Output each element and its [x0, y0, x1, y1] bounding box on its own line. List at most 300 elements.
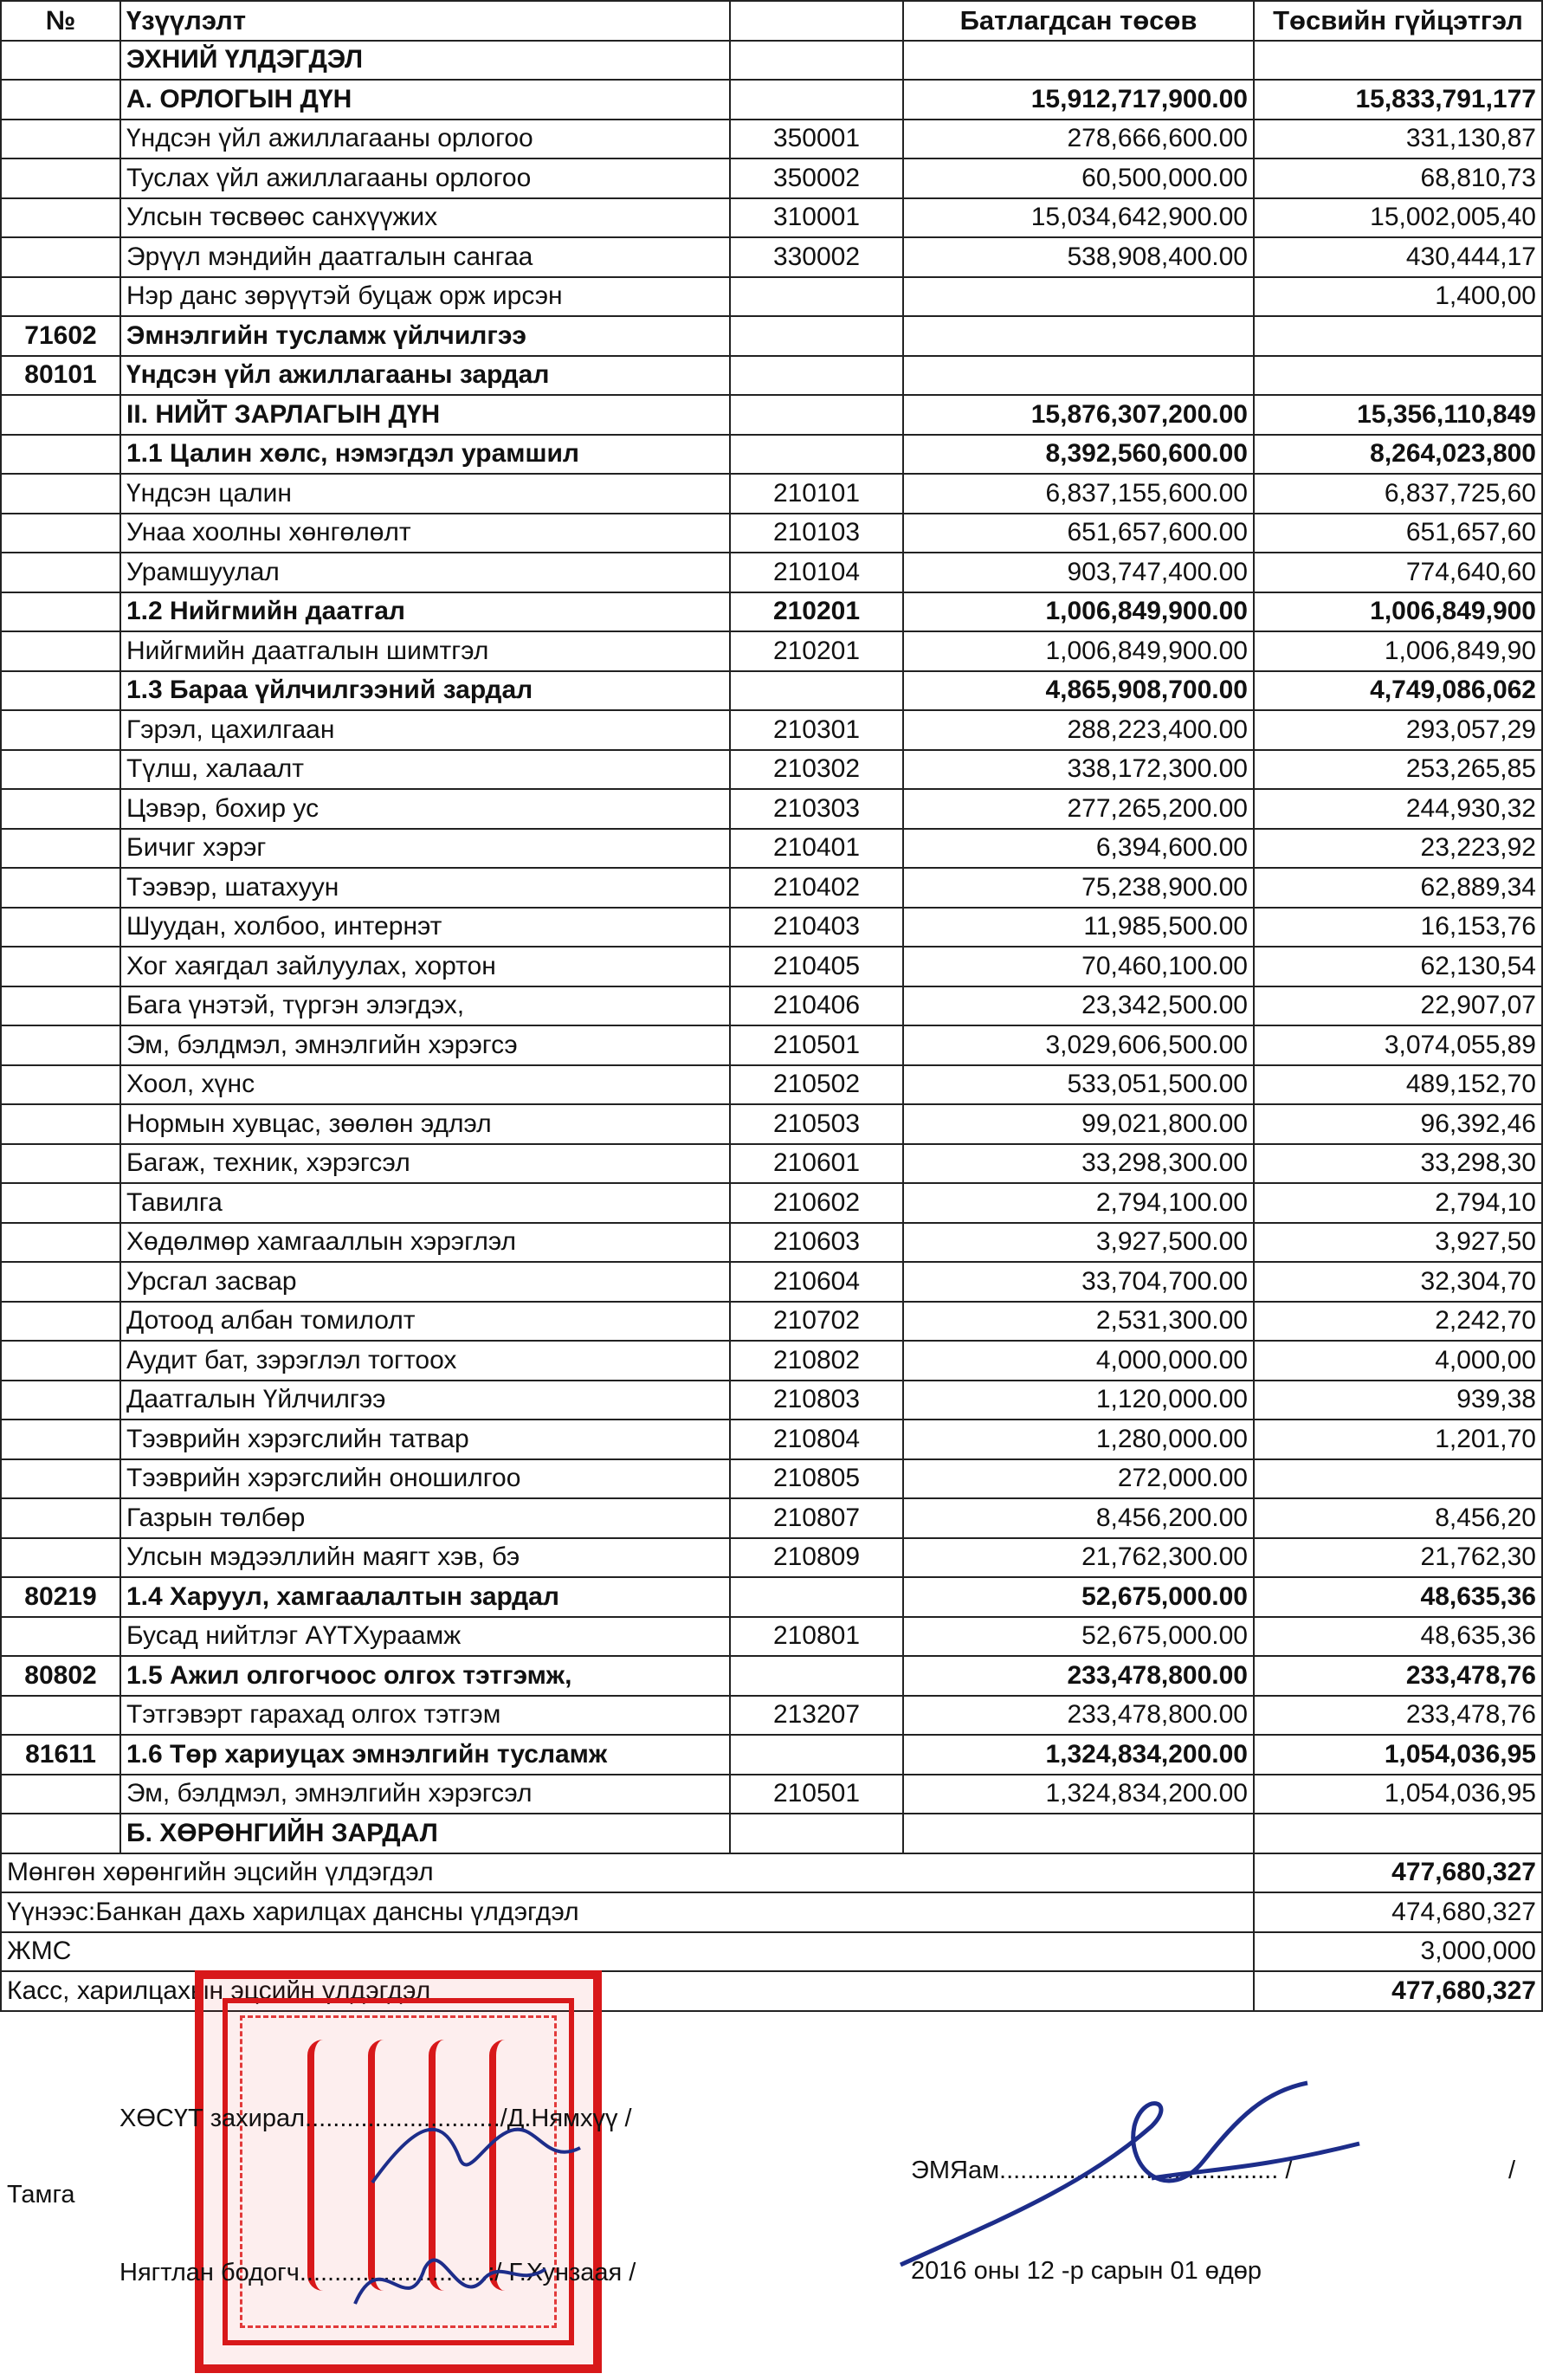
- row-number: [1, 868, 120, 908]
- row-planned-budget: 4,000,000.00: [903, 1341, 1254, 1381]
- table-row: [1, 1459, 1542, 1499]
- row-label: Урсгал засвар: [120, 1262, 730, 1302]
- balance-row: [1, 1892, 1542, 1932]
- row-budget-execution: 6,837,725,60: [1254, 474, 1542, 514]
- table-row: [1, 120, 1542, 159]
- row-label: Тэтгэвэрт гарахад олгох тэтгэм: [120, 1696, 730, 1736]
- row-code: 210502: [730, 1065, 903, 1105]
- row-code: 210201: [730, 592, 903, 632]
- row-planned-budget: 75,238,900.00: [903, 868, 1254, 908]
- table-row: [1, 198, 1542, 238]
- row-planned-budget: 15,912,717,900.00: [903, 80, 1254, 120]
- table-row: [1, 1617, 1542, 1657]
- row-code: 210807: [730, 1498, 903, 1538]
- table-row: [1, 41, 1542, 81]
- table-row: [1, 1302, 1542, 1342]
- row-budget-execution: [1254, 1814, 1542, 1853]
- row-number: [1, 1341, 120, 1381]
- row-label: 1.6 Төр хариуцах эмнэлгийн тусламж: [120, 1735, 730, 1775]
- row-planned-budget: 15,034,642,900.00: [903, 198, 1254, 238]
- row-code: [730, 671, 903, 711]
- row-label: Эрүүл мэндийн даатгалын сангаа: [120, 237, 730, 277]
- row-label: Бичиг хэрэг: [120, 829, 730, 869]
- row-label: Үндсэн үйл ажиллагааны зардал: [120, 356, 730, 396]
- row-budget-execution: 62,889,34: [1254, 868, 1542, 908]
- row-label: Нормын хувцас, зөөлөн эдлэл: [120, 1104, 730, 1144]
- row-label: Бага үнэтэй, түргэн элэгдэх,: [120, 986, 730, 1026]
- row-budget-execution: 3,927,50: [1254, 1223, 1542, 1263]
- row-planned-budget: 6,394,600.00: [903, 829, 1254, 869]
- row-number: [1, 1223, 120, 1263]
- row-code: 210104: [730, 553, 903, 592]
- row-planned-budget: 2,794,100.00: [903, 1183, 1254, 1223]
- row-budget-execution: 774,640,60: [1254, 553, 1542, 592]
- row-budget-execution: 23,223,92: [1254, 829, 1542, 869]
- row-code: 310001: [730, 198, 903, 238]
- row-planned-budget: 2,531,300.00: [903, 1302, 1254, 1342]
- row-label: Улсын төсвөөс санхүүжих: [120, 198, 730, 238]
- row-budget-execution: 48,635,36: [1254, 1617, 1542, 1657]
- row-planned-budget: 33,298,300.00: [903, 1144, 1254, 1184]
- row-label: Үндсэн үйл ажиллагааны орлогоо: [120, 120, 730, 159]
- row-budget-execution: 16,153,76: [1254, 908, 1542, 947]
- table-row: [1, 908, 1542, 947]
- row-budget-execution: 3,074,055,89: [1254, 1025, 1542, 1065]
- seal-label: Тамга: [7, 2181, 75, 2209]
- row-number: 80219: [1, 1577, 120, 1617]
- row-planned-budget: [903, 316, 1254, 356]
- row-planned-budget: 903,747,400.00: [903, 553, 1254, 592]
- row-budget-execution: 1,006,849,900: [1254, 592, 1542, 632]
- row-budget-execution: 1,400,00: [1254, 277, 1542, 317]
- table-row: [1, 710, 1542, 750]
- table-row: [1, 158, 1542, 198]
- row-number: [1, 829, 120, 869]
- table-row: [1, 1025, 1542, 1065]
- row-planned-budget: 70,460,100.00: [903, 947, 1254, 986]
- row-planned-budget: 33,704,700.00: [903, 1262, 1254, 1302]
- accountant-signature-line: Нягтлан бодогч...........................:/ Г.Хунзаая /: [119, 2259, 636, 2286]
- row-planned-budget: 1,006,849,900.00: [903, 592, 1254, 632]
- row-code: 210405: [730, 947, 903, 986]
- balance-value: 477,680,327: [1254, 1971, 1542, 2011]
- row-label: Нэр данс зөрүүтэй буцаж орж ирсэн: [120, 277, 730, 317]
- row-planned-budget: 11,985,500.00: [903, 908, 1254, 947]
- balance-row: [1, 1853, 1542, 1893]
- row-planned-budget: 1,324,834,200.00: [903, 1775, 1254, 1814]
- row-planned-budget: 6,837,155,600.00: [903, 474, 1254, 514]
- row-number: [1, 986, 120, 1026]
- row-code: [730, 41, 903, 81]
- row-label: Үндсэн цалин: [120, 474, 730, 514]
- row-code: 210702: [730, 1302, 903, 1342]
- row-label: Тээвэр, шатахуун: [120, 868, 730, 908]
- balance-value: 477,680,327: [1254, 1853, 1542, 1893]
- row-number: [1, 1381, 120, 1420]
- row-code: 210801: [730, 1617, 903, 1657]
- row-planned-budget: 15,876,307,200.00: [903, 395, 1254, 435]
- row-number: [1, 80, 120, 120]
- row-label: Улсын мэдээллийн маягт хэв, бэ: [120, 1538, 730, 1578]
- row-code: 210101: [730, 474, 903, 514]
- row-label: Хог хаягдал зайлуулах, хортон: [120, 947, 730, 986]
- row-number: [1, 671, 120, 711]
- row-budget-execution: 62,130,54: [1254, 947, 1542, 986]
- row-label: Аудит бат, зэрэглэл тогтоох: [120, 1341, 730, 1381]
- row-budget-execution: 96,392,46: [1254, 1104, 1542, 1144]
- row-budget-execution: 430,444,17: [1254, 237, 1542, 277]
- row-code: 210401: [730, 829, 903, 869]
- row-number: [1, 1104, 120, 1144]
- balance-row: [1, 1932, 1542, 1972]
- row-label: Тавилга: [120, 1183, 730, 1223]
- row-number: [1, 158, 120, 198]
- row-budget-execution: 331,130,87: [1254, 120, 1542, 159]
- row-planned-budget: 277,265,200.00: [903, 789, 1254, 829]
- row-budget-execution: 253,265,85: [1254, 750, 1542, 790]
- row-label: Даатгалын Үйлчилгээ: [120, 1381, 730, 1420]
- row-label: II. НИЙТ ЗАРЛАГЫН ДҮН: [120, 395, 730, 435]
- row-planned-budget: 233,478,800.00: [903, 1696, 1254, 1736]
- row-number: [1, 435, 120, 475]
- row-label: Цэвэр, бохир ус: [120, 789, 730, 829]
- row-budget-execution: 939,38: [1254, 1381, 1542, 1420]
- row-budget-execution: [1254, 356, 1542, 396]
- row-label: Тээврийн хэрэгслийн оношилгоо: [120, 1459, 730, 1499]
- economist-signature: [892, 2074, 1377, 2282]
- table-row: [1, 868, 1542, 908]
- balance-label: ЖМС: [1, 1932, 1254, 1972]
- row-planned-budget: 8,456,200.00: [903, 1498, 1254, 1538]
- table-row: [1, 237, 1542, 277]
- row-budget-execution: [1254, 316, 1542, 356]
- row-label: Урамшуулал: [120, 553, 730, 592]
- balance-value: 474,680,327: [1254, 1892, 1542, 1932]
- row-number: [1, 1498, 120, 1538]
- row-number: [1, 710, 120, 750]
- row-code: 210103: [730, 514, 903, 553]
- row-number: [1, 1262, 120, 1302]
- row-number: 81611: [1, 1735, 120, 1775]
- table-row: [1, 553, 1542, 592]
- row-budget-execution: 233,478,76: [1254, 1656, 1542, 1696]
- row-label: А. ОРЛОГЫН ДҮН: [120, 80, 730, 120]
- row-planned-budget: 288,223,400.00: [903, 710, 1254, 750]
- balance-label: Мөнгөн хөрөнгийн эцсийн үлдэгдэл: [1, 1853, 1254, 1893]
- row-number: [1, 1144, 120, 1184]
- row-planned-budget: 538,908,400.00: [903, 237, 1254, 277]
- row-label: 1.2 Нийгмийн даатгал: [120, 592, 730, 632]
- row-number: 80101: [1, 356, 120, 396]
- row-number: 71602: [1, 316, 120, 356]
- row-label: Эм, бэлдмэл, эмнэлгийн хэрэгсэл: [120, 1775, 730, 1814]
- row-number: [1, 120, 120, 159]
- row-planned-budget: 52,675,000.00: [903, 1617, 1254, 1657]
- table-row: [1, 1577, 1542, 1617]
- row-label: Тээврийн хэрэгслийн татвар: [120, 1420, 730, 1459]
- row-code: 350001: [730, 120, 903, 159]
- row-code: [730, 1814, 903, 1853]
- row-planned-budget: 338,172,300.00: [903, 750, 1254, 790]
- row-number: [1, 1420, 120, 1459]
- row-number: [1, 631, 120, 671]
- row-code: 210603: [730, 1223, 903, 1263]
- row-number: [1, 1814, 120, 1853]
- header-code: [730, 1, 903, 41]
- row-number: 80802: [1, 1656, 120, 1696]
- row-planned-budget: 1,280,000.00: [903, 1420, 1254, 1459]
- table-row: [1, 1538, 1542, 1578]
- row-label: 1.3 Бараа үйлчилгээний зардал: [120, 671, 730, 711]
- row-code: 210403: [730, 908, 903, 947]
- row-planned-budget: 21,762,300.00: [903, 1538, 1254, 1578]
- row-number: [1, 908, 120, 947]
- table-row: [1, 947, 1542, 986]
- row-label: Түлш, халаалт: [120, 750, 730, 790]
- row-budget-execution: 15,356,110,849: [1254, 395, 1542, 435]
- table-row: [1, 80, 1542, 120]
- row-label: Эм, бэлдмэл, эмнэлгийн хэрэгсэ: [120, 1025, 730, 1065]
- row-budget-execution: 233,478,76: [1254, 1696, 1542, 1736]
- row-code: 213207: [730, 1696, 903, 1736]
- row-number: [1, 553, 120, 592]
- row-code: 210803: [730, 1381, 903, 1420]
- row-label: Унаа хоолны хөнгөлөлт: [120, 514, 730, 553]
- row-budget-execution: 1,201,70: [1254, 1420, 1542, 1459]
- row-budget-execution: 1,054,036,95: [1254, 1775, 1542, 1814]
- row-budget-execution: 15,002,005,40: [1254, 198, 1542, 238]
- table-row: [1, 1814, 1542, 1853]
- table-row: [1, 829, 1542, 869]
- row-planned-budget: 3,029,606,500.00: [903, 1025, 1254, 1065]
- row-planned-budget: [903, 277, 1254, 317]
- row-planned-budget: 3,927,500.00: [903, 1223, 1254, 1263]
- row-planned-budget: [903, 356, 1254, 396]
- row-planned-budget: [903, 41, 1254, 81]
- row-budget-execution: 15,833,791,177: [1254, 80, 1542, 120]
- table-row: [1, 592, 1542, 632]
- row-planned-budget: 533,051,500.00: [903, 1065, 1254, 1105]
- row-budget-execution: 22,907,07: [1254, 986, 1542, 1026]
- row-code: 210805: [730, 1459, 903, 1499]
- row-budget-execution: 293,057,29: [1254, 710, 1542, 750]
- row-label: Нийгмийн даатгалын шимтгэл: [120, 631, 730, 671]
- row-budget-execution: 651,657,60: [1254, 514, 1542, 553]
- table-row: [1, 789, 1542, 829]
- row-code: 330002: [730, 237, 903, 277]
- table-row: [1, 1104, 1542, 1144]
- row-label: Шуудан, холбоо, интернэт: [120, 908, 730, 947]
- row-label: Хоол, хүнс: [120, 1065, 730, 1105]
- row-budget-execution: 68,810,73: [1254, 158, 1542, 198]
- row-budget-execution: [1254, 1459, 1542, 1499]
- table-row: [1, 1696, 1542, 1736]
- row-number: [1, 277, 120, 317]
- row-number: [1, 1617, 120, 1657]
- table-row: [1, 1420, 1542, 1459]
- table-row: [1, 395, 1542, 435]
- row-number: [1, 1302, 120, 1342]
- row-number: [1, 514, 120, 553]
- row-planned-budget: 651,657,600.00: [903, 514, 1254, 553]
- row-number: [1, 592, 120, 632]
- row-planned-budget: 4,865,908,700.00: [903, 671, 1254, 711]
- row-budget-execution: 4,000,00: [1254, 1341, 1542, 1381]
- row-number: [1, 947, 120, 986]
- row-label: 1.1 Цалин хөлс, нэмэгдэл урамшил: [120, 435, 730, 475]
- row-number: [1, 1183, 120, 1223]
- date-line: 2016 оны 12 -р сарын 01 өдөр: [911, 2257, 1262, 2285]
- row-code: [730, 80, 903, 120]
- economist-signature-line: ЭМЯам........................................ /: [911, 2157, 1293, 2184]
- row-planned-budget: 8,392,560,600.00: [903, 435, 1254, 475]
- table-row: [1, 1144, 1542, 1184]
- table-row: [1, 1341, 1542, 1381]
- table-row: [1, 1183, 1542, 1223]
- row-number: [1, 750, 120, 790]
- table-row: [1, 1735, 1542, 1775]
- row-budget-execution: 1,006,849,90: [1254, 631, 1542, 671]
- row-code: 210601: [730, 1144, 903, 1184]
- row-label: Багаж, техник, хэрэгсэл: [120, 1144, 730, 1184]
- row-number: [1, 41, 120, 81]
- row-code: [730, 277, 903, 317]
- row-planned-budget: 1,006,849,900.00: [903, 631, 1254, 671]
- row-number: [1, 1025, 120, 1065]
- row-planned-budget: 1,120,000.00: [903, 1381, 1254, 1420]
- row-code: [730, 1577, 903, 1617]
- row-number: [1, 1775, 120, 1814]
- row-number: [1, 1459, 120, 1499]
- table-row: [1, 1223, 1542, 1263]
- table-row: [1, 1381, 1542, 1420]
- row-label: Газрын төлбөр: [120, 1498, 730, 1538]
- row-label: Эмнэлгийн тусламж үйлчилгээ: [120, 316, 730, 356]
- row-number: [1, 1065, 120, 1105]
- row-budget-execution: 1,054,036,95: [1254, 1735, 1542, 1775]
- row-number: [1, 198, 120, 238]
- header-exec: Төсвийн гүйцэтгэл: [1254, 1, 1542, 41]
- header-name: Үзүүлэлт: [120, 1, 730, 41]
- row-code: [730, 356, 903, 396]
- row-budget-execution: 21,762,30: [1254, 1538, 1542, 1578]
- closing-slash: /: [1508, 2157, 1516, 2184]
- table-row: [1, 1065, 1542, 1105]
- header-plan: Батлагдсан төсөв: [903, 1, 1254, 41]
- table-row: [1, 1498, 1542, 1538]
- row-budget-execution: 48,635,36: [1254, 1577, 1542, 1617]
- row-budget-execution: 2,242,70: [1254, 1302, 1542, 1342]
- row-code: [730, 1656, 903, 1696]
- row-budget-execution: 8,456,20: [1254, 1498, 1542, 1538]
- row-label: Дотоод албан томилолт: [120, 1302, 730, 1342]
- row-budget-execution: 4,749,086,062: [1254, 671, 1542, 711]
- row-code: [730, 435, 903, 475]
- table-row: [1, 750, 1542, 790]
- row-budget-execution: [1254, 41, 1542, 81]
- row-planned-budget: 233,478,800.00: [903, 1656, 1254, 1696]
- row-code: [730, 1735, 903, 1775]
- row-code: 210503: [730, 1104, 903, 1144]
- row-label: Гэрэл, цахилгаан: [120, 710, 730, 750]
- row-code: 350002: [730, 158, 903, 198]
- director-signature-line: ХӨСҮТ захирал............................/Д.Нямхүү /: [119, 2105, 632, 2132]
- row-planned-budget: 23,342,500.00: [903, 986, 1254, 1026]
- table-row: [1, 986, 1542, 1026]
- row-code: 210602: [730, 1183, 903, 1223]
- row-number: [1, 395, 120, 435]
- row-planned-budget: 1,324,834,200.00: [903, 1735, 1254, 1775]
- row-planned-budget: 60,500,000.00: [903, 158, 1254, 198]
- table-row: [1, 1775, 1542, 1814]
- row-code: [730, 316, 903, 356]
- table-row: [1, 1656, 1542, 1696]
- table-row: [1, 514, 1542, 553]
- row-number: [1, 474, 120, 514]
- row-label: 1.5 Ажил олгогчоос олгох тэтгэмж,: [120, 1656, 730, 1696]
- row-code: 210302: [730, 750, 903, 790]
- row-number: [1, 789, 120, 829]
- row-label: ЭХНИЙ ҮЛДЭГДЭЛ: [120, 41, 730, 81]
- table-row: [1, 474, 1542, 514]
- row-code: 210402: [730, 868, 903, 908]
- row-code: [730, 395, 903, 435]
- row-label: Туслах үйл ажиллагааны орлогоо: [120, 158, 730, 198]
- table-row: [1, 435, 1542, 475]
- row-budget-execution: 244,930,32: [1254, 789, 1542, 829]
- table-row: [1, 631, 1542, 671]
- balance-label: Касс, харилцахын эцсийн үлдэгдэл: [1, 1971, 1254, 2011]
- row-code: 210201: [730, 631, 903, 671]
- table-row: [1, 316, 1542, 356]
- row-planned-budget: 278,666,600.00: [903, 120, 1254, 159]
- row-planned-budget: [903, 1814, 1254, 1853]
- row-label: Бусад нийтлэг АҮТХураамж: [120, 1617, 730, 1657]
- table-row: [1, 671, 1542, 711]
- row-code: 210802: [730, 1341, 903, 1381]
- table-header: [1, 1, 1542, 41]
- director-signature: [364, 2105, 606, 2209]
- row-number: [1, 1538, 120, 1578]
- row-code: 210406: [730, 986, 903, 1026]
- table-row: [1, 356, 1542, 396]
- row-budget-execution: 2,794,10: [1254, 1183, 1542, 1223]
- row-number: [1, 1696, 120, 1736]
- row-code: 210804: [730, 1420, 903, 1459]
- row-planned-budget: 52,675,000.00: [903, 1577, 1254, 1617]
- row-planned-budget: 272,000.00: [903, 1459, 1254, 1499]
- row-budget-execution: 8,264,023,800: [1254, 435, 1542, 475]
- row-code: 210501: [730, 1775, 903, 1814]
- balance-label: Үүнээс:Банкан дахь харилцах дансны үлдэгдэл: [1, 1892, 1254, 1932]
- balance-value: 3,000,000: [1254, 1932, 1542, 1972]
- row-code: 210301: [730, 710, 903, 750]
- accountant-signature: [346, 2234, 554, 2330]
- row-code: 210501: [730, 1025, 903, 1065]
- row-label: 1.4 Харуул, хамгаалалтын зардал: [120, 1577, 730, 1617]
- row-budget-execution: 32,304,70: [1254, 1262, 1542, 1302]
- row-label: Хөдөлмөр хамгааллын хэрэглэл: [120, 1223, 730, 1263]
- row-planned-budget: 99,021,800.00: [903, 1104, 1254, 1144]
- row-code: 210604: [730, 1262, 903, 1302]
- row-budget-execution: 489,152,70: [1254, 1065, 1542, 1105]
- header-no: №: [1, 1, 120, 41]
- row-code: 210303: [730, 789, 903, 829]
- table-row: [1, 277, 1542, 317]
- table-row: [1, 1262, 1542, 1302]
- row-budget-execution: 33,298,30: [1254, 1144, 1542, 1184]
- row-number: [1, 237, 120, 277]
